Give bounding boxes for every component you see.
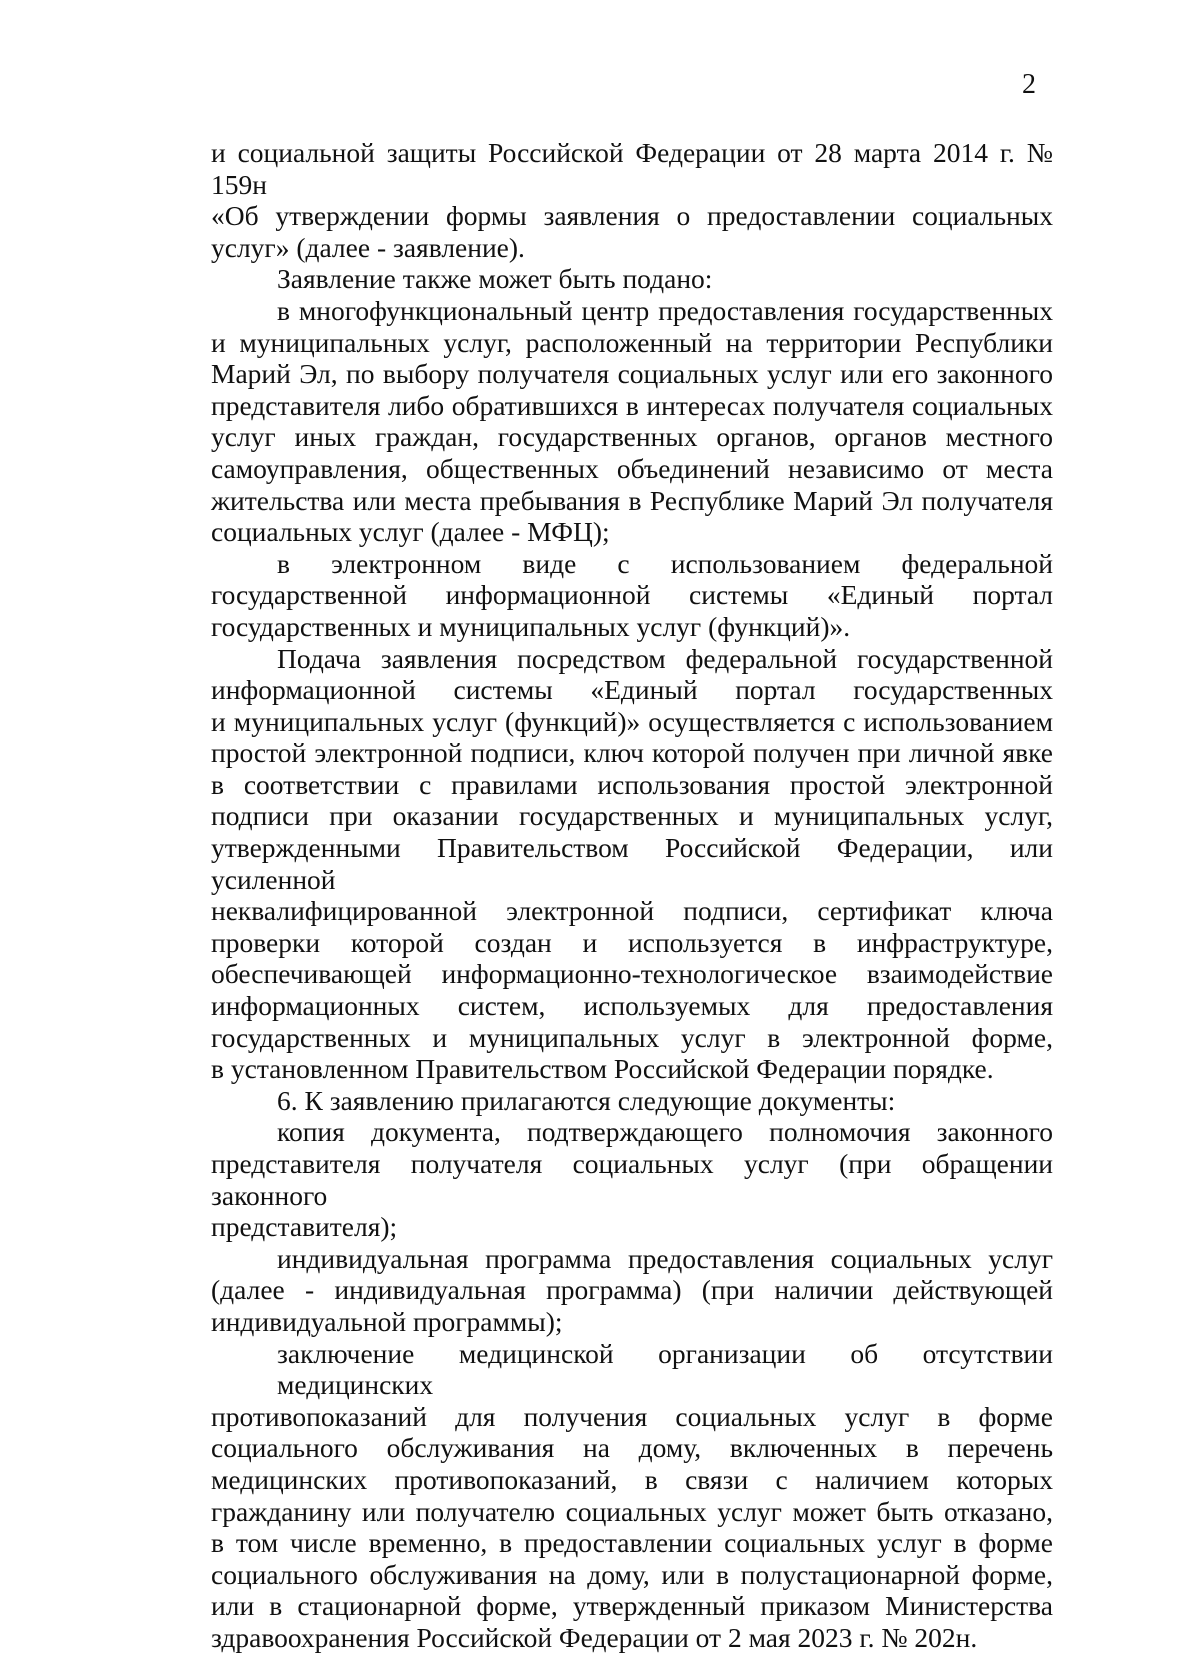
text-line: в установленном Правительством Российской Федерации порядке. [211,1053,994,1085]
text-line: информационной системы «Единый портал государственных [211,674,1053,706]
paragraph [211,1338,1053,1654]
text-line: представителя либо обратившихся в интересах получателя социальных [211,389,1053,421]
text-line: медицинских противопоказаний, в связи с наличием которых [211,1463,1053,1495]
paragraph [211,1243,1053,1338]
text-line: услуг иных граждан, государственных органов, органов местного [211,421,1053,453]
text-line: и муниципальных услуг, расположенный на территории Республики [211,326,1053,358]
text-line: государственных и муниципальных услуг (функций)». [211,610,851,642]
text-line: в электронном виде с использованием федеральной [277,547,1053,579]
text-line: копия документа, подтверждающего полномочия законного [277,1116,1053,1148]
text-line: обеспечивающей информационно-технологическое взаимодействие [211,958,1053,990]
text-line: в том числе временно, в предоставлении социальных услуг в форме [211,1527,1053,1559]
paragraph [211,137,1053,263]
paragraph [211,548,1053,643]
text-line: (далее - индивидуальная программа) (при наличии действующей [211,1274,1053,1306]
text-line: 6. К заявлению прилагаются следующие документы: [277,1084,896,1116]
text-line: самоуправления, общественных объединений независимо от места [211,452,1053,484]
paragraph [211,295,1053,548]
text-line: неквалифицированной электронной подписи, сертификат ключа [211,895,1053,927]
text-line: Заявление также может быть подано: [277,263,713,295]
paragraph [211,1085,1053,1117]
text-line: Подача заявления посредством федеральной государственной [277,642,1053,674]
text-line: жительства или места пребывания в Республике Марий Эл получателя [211,484,1053,516]
text-line: и муниципальных услуг (функций)» осуществляется с использованием [211,705,1053,737]
text-line: индивидуальной программы); [211,1305,563,1337]
text-line: гражданину или получателю социальных услуг может быть отказано, [211,1495,1053,1527]
text-line: подписи при оказании государственных и муниципальных услуг, [211,800,1053,832]
text-line: или в стационарной форме, утвержденный приказом Министерства [211,1590,1053,1622]
text-line: социального обслуживания на дому, или в полустационарной форме, [211,1558,1053,1590]
text-line: утвержденными Правительством Российской Федерации, или усиленной [211,832,1053,895]
text-line: государственных и муниципальных услуг в электронной форме, [211,1021,1053,1053]
paragraph [211,643,1053,1085]
text-line: услуг» (далее - заявление). [211,231,525,263]
text-line: проверки которой создан и используется в инфраструктуре, [211,926,1053,958]
document-body [211,137,1053,1654]
text-line: заключение медицинской организации об отсутствии медицинских [277,1337,1053,1401]
text-line: простой электронной подписи, ключ которой получен при личной явке [211,737,1053,769]
text-line: социального обслуживания на дому, включенных в перечень [211,1432,1053,1464]
page-number: 2 [1022,69,1036,100]
text-line: «Об утверждении формы заявления о предоставлении социальных [211,200,1053,232]
text-line: социальных услуг (далее - МФЦ); [211,516,610,548]
text-line: Марий Эл, по выбору получателя социальных услуг или его законного [211,358,1053,390]
text-line: в многофункциональный центр предоставления государственных [277,294,1053,326]
paragraph [211,263,1053,295]
paragraph [211,1116,1053,1242]
text-line: и социальной защиты Российской Федерации от 28 марта 2014 г. № 159н [211,137,1053,200]
text-line: представителя получателя социальных услуг (при обращении законного [211,1148,1053,1211]
text-line: государственной информационной системы «Единый портал [211,579,1053,611]
text-line: здравоохранения Российской Федерации от 2 мая 2023 г. № 202н. [211,1621,978,1653]
text-line: представителя); [211,1211,398,1243]
text-line: в соответствии с правилами использования простой электронной [211,768,1053,800]
text-line: информационных систем, используемых для предоставления [211,990,1053,1022]
text-line: индивидуальная программа предоставления социальных услуг [277,1242,1053,1274]
text-line: противопоказаний для получения социальных услуг в форме [211,1400,1053,1432]
